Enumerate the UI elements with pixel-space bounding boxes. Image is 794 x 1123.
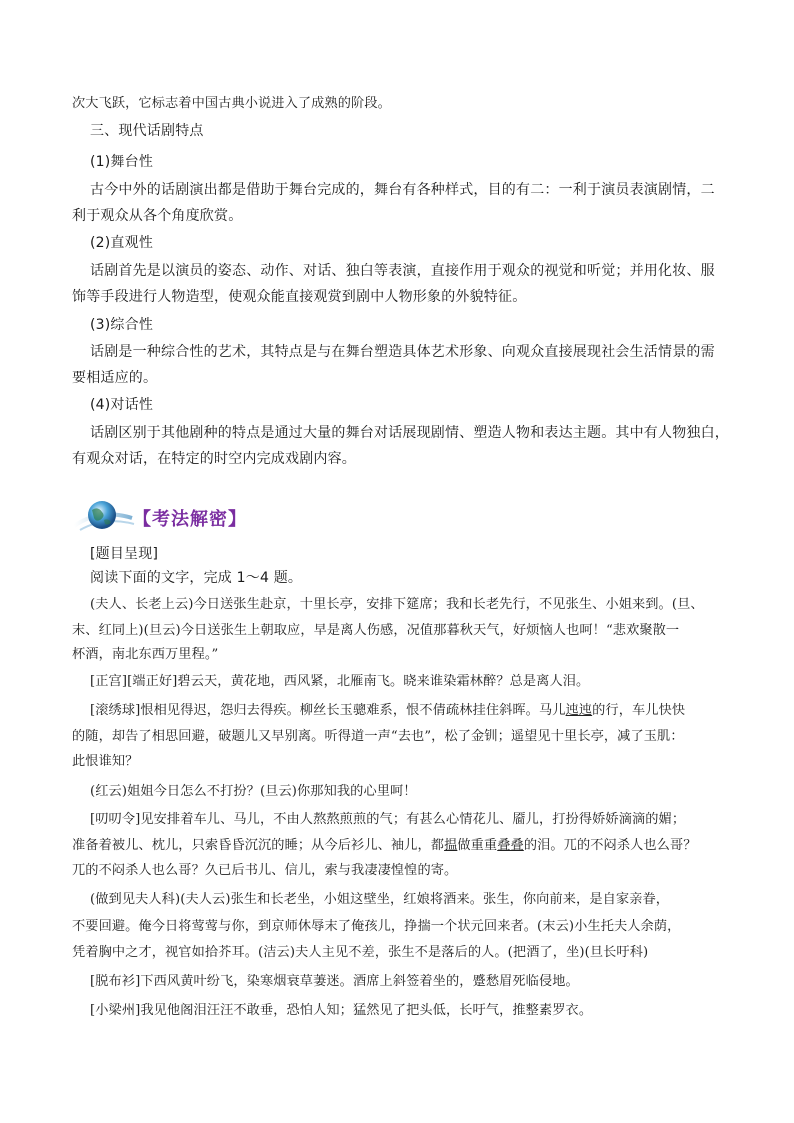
item-text: 要相适应的。 xyxy=(72,370,158,386)
passage-line: 不要回避。俺今日将莺莺与你，到京师休辱末了俺孩儿，挣揣一个状元回来者。(末云)小生托夫人余荫， xyxy=(72,919,681,934)
passage-line: (做到见夫人科)(夫人云)张生和长老坐，小姐这壁坐，红娘将酒来。张生，你向前来，是自家亲眷， xyxy=(90,892,670,907)
item-label-visual: (2)直观性 xyxy=(90,235,154,251)
banner-title: 【考法解密】 xyxy=(133,509,247,530)
globe-icon xyxy=(70,496,140,536)
passage-line: [脱布衫]下西风黄叶纷飞，染寒烟衰草萋迷。酒席上斜签着坐的，蹙愁眉死临侵地。 xyxy=(90,974,579,989)
item-text: 利于观众从各个角度欣赏。 xyxy=(72,208,243,224)
item-text: 话剧区别于其他剧种的特点是通过大量的舞台对话展现剧情、塑造人物和表达主题。其中有人物独白， xyxy=(90,425,729,441)
passage-line: [小梁州]我见他阁泪汪汪不敢垂，恐怕人知；猛然见了把头低，长吁气，推整素罗衣。 xyxy=(90,1003,593,1018)
underlined-word: 揾 xyxy=(444,838,458,853)
question-tag: [题目呈现] xyxy=(90,546,159,562)
banner xyxy=(70,496,270,536)
passage-line: 此恨谁知？ xyxy=(72,754,139,769)
item-text: 饰等手段进行人物造型，使观众能直接观赏到剧中人物形象的外貌特征。 xyxy=(72,289,527,305)
passage-line: 的随，却告了相思回避，破题儿又早别离。听得道一声“去也”，松了金钏；遥望见十里长亭，减了玉肌： xyxy=(72,729,684,744)
passage-line: [叨叨令]见安排着车儿、马儿，不由人熬熬煎煎的气；有甚么心情花儿、靥儿，打扮得娇娇滴滴的媚； xyxy=(90,812,686,827)
section-heading: 三、现代话剧特点 xyxy=(90,123,204,139)
passage-line: 兀的不闷杀人也么哥？久已后书儿、信儿，索与我凄凄惶惶的寄。 xyxy=(72,863,458,878)
item-text: 古今中外的话剧演出都是借助于舞台完成的，舞台有各种样式，目的有二：一利于演员表演剧情，二 xyxy=(90,182,715,198)
question-instruction: 阅读下面的文字，完成 1～4 题。 xyxy=(90,570,303,586)
passage-line: (夫人、长老上云)今日送张生赴京，十里长亭，安排下筵席；我和长老先行，不见张生、小姐来到。(旦、 xyxy=(90,597,704,612)
item-label-stage: (1)舞台性 xyxy=(90,154,154,170)
intro-line: 次大飞跃，它标志着中国古典小说进入了成熟的阶段。 xyxy=(72,96,391,111)
underlined-word: 叠叠 xyxy=(497,838,524,853)
passage-line: 杯酒，南北东西万里程。” xyxy=(72,647,219,662)
item-label-synthesis: (3)综合性 xyxy=(90,317,154,333)
item-text: 有观众对话，在特定的时空内完成戏剧内容。 xyxy=(72,451,356,467)
item-text: 话剧是一种综合性的艺术，其特点是与在舞台塑造具体艺术形象、向观众直接展现社会生活情景的需 xyxy=(90,344,715,360)
passage-line: 准备着被儿、枕儿，只索昏昏沉沉的睡；从今后衫儿、袖儿，都揾做重重叠叠的泪。兀的不闷杀人也么哥？ xyxy=(72,838,697,853)
passage-line: 凭着胸中之才，视官如拾芥耳。(洁云)夫人主见不差，张生不是落后的人。(把酒了，坐)(旦长吁科) xyxy=(72,945,649,960)
passage-line: [滚绣球]恨相见得迟，怨归去得疾。柳丝长玉骢难系，恨不倩疏林挂住斜晖。马儿迍迍的行，车儿快快 xyxy=(90,703,686,718)
item-label-dialogue: (4)对话性 xyxy=(90,397,154,413)
passage-line: (红云)姐姐今日怎么不打扮？(旦云)你那知我的心里呵！ xyxy=(90,784,417,799)
item-text: 话剧首先是以演员的姿态、动作、对话、独白等表演，直接作用于观众的视觉和听觉；并用化妆、服 xyxy=(90,263,715,279)
underlined-word: 迍迍 xyxy=(565,703,593,718)
passage-line: [正宫][端正好]碧云天，黄花地，西风紧，北雁南飞。晓来谁染霜林醉？总是离人泪。 xyxy=(90,674,590,689)
passage-line: 末、红同上)(旦云)今日送张生上朝取应，早是离人伤感，况值那暮秋天气，好烦恼人也呵！“悲欢聚散一 xyxy=(72,623,680,638)
